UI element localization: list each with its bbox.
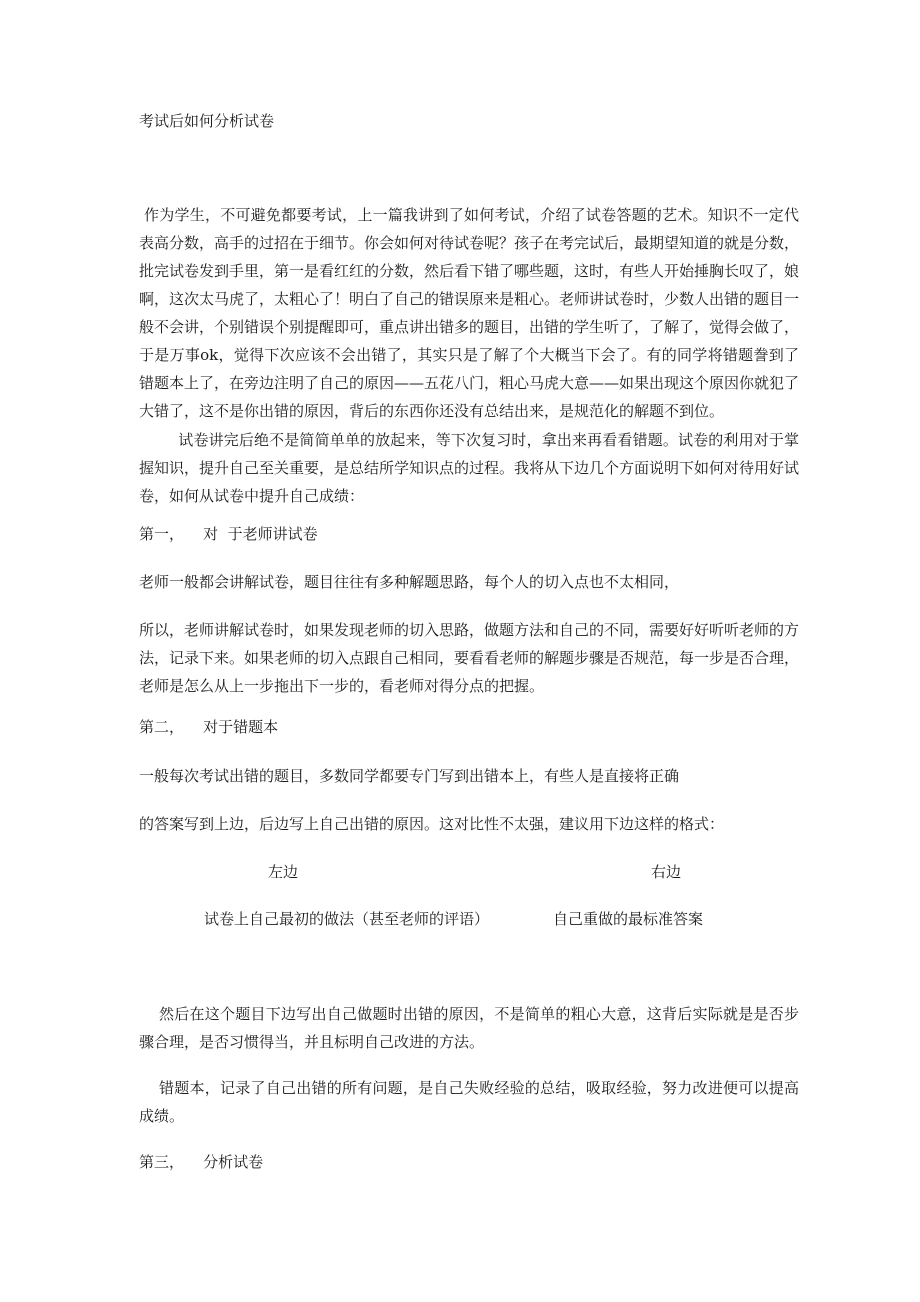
section-heading-1: 第一， 对 于老师讲试卷: [139, 525, 318, 543]
table-left-cell: 试卷上自己最初的做法（甚至老师的评语）: [204, 910, 490, 928]
table-right-header: 右边: [651, 863, 682, 881]
section-heading-2: 第二， 对于错题本: [139, 718, 279, 736]
table-right-cell: 自己重做的最标准答案: [553, 910, 704, 928]
section-heading-3: 第三， 分析试卷: [139, 1153, 264, 1171]
section-2-line-1: 一般每次考试出错的题目，多数同学都要专门写到出错本上，有些人是直接将正确: [139, 767, 680, 785]
usage-paragraph: 试卷讲完后绝不是简简单单的放起来，等下次复习时，拿出来再看看错题。试卷的利用对于掌握知识，提升自己至关重要，是总结所学知识点的过程。我将从下边几个方面说明下如何对待用好试卷，如何从试卷中提升自己成绩：: [139, 431, 800, 505]
document-title: 考试后如何分析试卷: [139, 112, 275, 130]
reason-paragraph: 然后在这个题目下边写出自己做题时出错的原因，不是简单的粗心大意，这背后实际就是是否步骤合理，是否习惯得当，并且标明自己改进的方法。: [139, 1005, 799, 1051]
intro-paragraph: 作为学生，不可避免都要考试，上一篇我讲到了如何考试，介绍了试卷答题的艺术。知识不一定代表高分数，高手的过招在于细节。你会如何对待试卷呢？孩子在考完试后，最期望知道的就是分数，批完试卷发到手里，第一是看红红的分数，然后看下错了哪些题，这时，有些人开始捶胸长叹了，娘啊，这次太马虎了，太粗心了！明白了自己的错误原来是粗心。老师讲试卷时，少数人出错的题目一般不会讲，个别错误个别提醒即可，重点讲出错多的题目，出错的学生听了，了解了，觉得会做了，于是万事ok，觉得下次应该不会出错了，其实只是了解了个大概当下会了。有的同学将错题誊到了错题本上了，在旁边注明了自己的原因——五花八门，粗心马虎大意——如果出现这个原因你就犯了大错了，这不是你出错的原因，背后的东西你还没有总结出来，是规范化的解题不到位。: [139, 206, 800, 420]
section-1-line-1: 老师一般都会讲解试卷，题目往往有多种解题思路，每个人的切入点也不太相同，: [139, 573, 680, 591]
error-book-paragraph: 错题本，记录了自己出错的所有问题，是自己失败经验的总结，吸取经验，努力改进便可以提高成绩。: [139, 1079, 799, 1125]
table-left-header: 左边: [268, 863, 299, 881]
section-2-line-2: 的答案写到上边，后边写上自己出错的原因。这对比性不太强，建议用下边这样的格式：: [139, 815, 725, 833]
section-1-line-2: 所以，老师讲解试卷时，如果发现老师的切入思路，做题方法和自己的不同，需要好好听听老师的方法，记录下来。如果老师的切入点跟自己相同，要看看老师的解题步骤是否规范，每一步是否合理，老师是怎么从上一步拖出下一步的，看老师对得分点的把握。: [139, 621, 800, 695]
